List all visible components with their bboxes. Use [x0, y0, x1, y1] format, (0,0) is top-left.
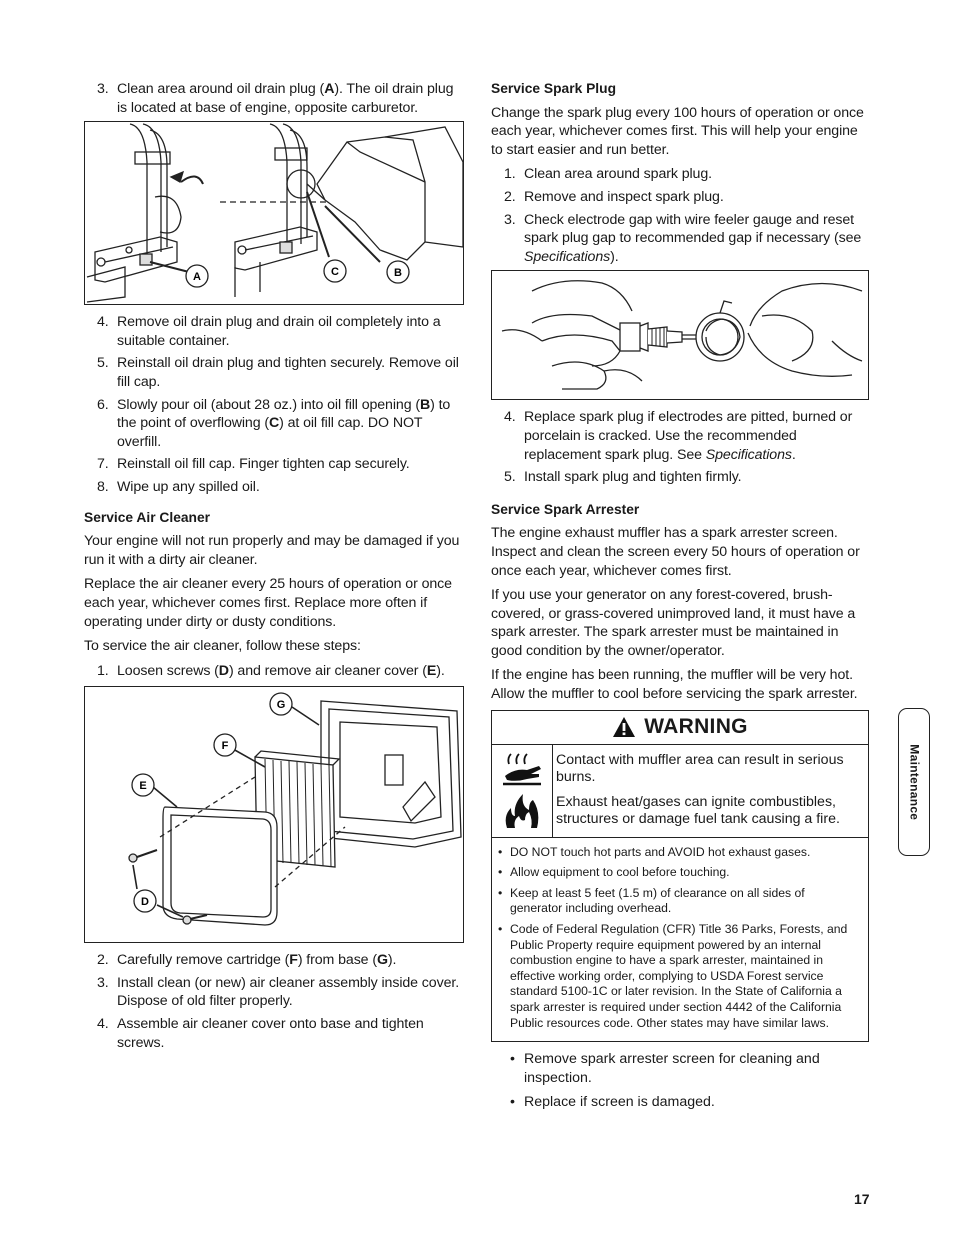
fire-icon [501, 790, 543, 830]
list-item: 5. Reinstall oil drain plug and tighten securely. Remove oil fill cap. [97, 355, 459, 390]
spark-plug-steps-2 [491, 408, 869, 486]
list-item: 2. Remove and inspect spark plug. [504, 188, 724, 205]
label-f [214, 734, 236, 756]
oil-steps [84, 313, 464, 496]
warning-box [491, 710, 869, 1043]
air-cleaner-figure [84, 686, 464, 943]
air-cleaner-heading: Service Air Cleaner [84, 509, 211, 525]
warning-title: WARNING [644, 714, 748, 738]
list-item: 4. Assemble air cleaner cover onto base and tighten screws. [97, 1016, 424, 1051]
label-b [387, 261, 409, 283]
label-d [134, 890, 156, 912]
list-item: 6. Slowly pour oil (about 28 oz.) into oil fill opening (B) to the point of overflowing (C) at oil fill cap. DO NOT overfill. [97, 396, 451, 450]
svg-text:A: A [193, 271, 201, 284]
air-cleaner-paragraph-3: To service the air cleaner, follow these steps: [84, 638, 361, 655]
oil-drain-figure [84, 121, 464, 305]
list-item: 4. Replace spark plug if electrodes are pitted, burned or porcelain is cracked. Use the recommended replacement spark plug. See Specifications. [504, 409, 853, 463]
air-cleaner-paragraph-1: Your engine will not run properly and may be damaged if you run it with a dirty air cleaner. [84, 533, 460, 568]
list-item: • DO NOT touch hot parts and AVOID hot exhaust gases. [496, 845, 860, 861]
svg-text:F: F [221, 740, 229, 753]
spark-arrester-heading: Service Spark Arrester [491, 501, 640, 517]
list-item: 3. Clean area around oil drain plug (A). The oil drain plug is located at base of engine, opposite carburetor. [97, 81, 454, 116]
warning-text-fire: Exhaust heat/gases can ignite combustibles, structures or damage fuel tank causing a fire. [556, 793, 840, 827]
warning-bullet-list [492, 838, 868, 1042]
label-c [324, 260, 346, 282]
list-item: 8. Wipe up any spilled oil. [97, 478, 260, 495]
hot-surface-icon [501, 752, 543, 788]
list-item: • Remove spark arrester screen for cleaning and inspection. [491, 1050, 869, 1087]
spark-arrester-paragraph-3: If the engine has been running, the muffler will be very hot. Allow the muffler to cool before servicing the spark arrester. [491, 667, 858, 703]
list-item: 3. Install clean (or new) air cleaner assembly inside cover. Dispose of old filter properly. [97, 974, 460, 1010]
spark-plug-paragraph: Change the spark plug every 100 hours of operation or once each year, whichever comes first. This will help your engine to start easier and run better. [491, 104, 864, 158]
spark-arrester-paragraph-2: If you use your generator on any forest-covered, brush-covered, or grass-covered unimproved land, it must have a spark arrester. The spark arrester must be maintained in good condition by the owner/operator. [491, 587, 856, 659]
warning-hazard-text [553, 745, 868, 837]
section-tab-label: Maintenance [907, 744, 922, 820]
list-item: 5. Install spark plug and tighten firmly. [504, 469, 742, 486]
arrester-bullet-list [491, 1050, 869, 1112]
list-item: 7. Reinstall oil fill cap. Finger tighten cap securely. [97, 456, 410, 473]
list-item: 1. Loosen screws (D) and remove air cleaner cover (E). [97, 662, 445, 679]
svg-text:G: G [276, 699, 286, 712]
spark-plug-illustration [492, 271, 868, 399]
oil-step-3 [84, 80, 464, 117]
list-item: • Allow equipment to cool before touching. [496, 865, 860, 881]
label-a [186, 265, 208, 287]
spark-plug-figure [491, 270, 869, 400]
left-column [84, 80, 464, 1056]
list-item: 1. Clean area around spark plug. [504, 166, 712, 183]
right-column [491, 80, 869, 1118]
list-item: 4. Remove oil drain plug and drain oil completely into a suitable container. [97, 314, 441, 349]
warning-icon-column [492, 745, 553, 837]
warning-header [492, 711, 868, 745]
list-item: • Replace if screen is damaged. [491, 1093, 869, 1112]
warning-text-burns: Contact with muffler area can result in serious burns. [556, 751, 844, 785]
list-item: 3. Check electrode gap with wire feeler gauge and reset spark plug gap to recommended gap if necessary (see Specifications). [504, 211, 862, 265]
svg-text:B: B [394, 267, 402, 280]
warning-hazards [492, 745, 868, 838]
oil-drain-illustration [85, 122, 463, 304]
air-step-1 [84, 662, 464, 681]
warning-triangle-icon [612, 716, 636, 738]
label-e [132, 774, 154, 796]
svg-text:D: D [141, 896, 149, 909]
svg-text:C: C [331, 266, 339, 279]
section-tab [898, 708, 930, 856]
air-cleaner-paragraph-2: Replace the air cleaner every 25 hours of operation or once each year, whichever comes first. Replace more often if operating under dirty or dusty conditions. [84, 576, 452, 630]
list-item: • Keep at least 5 feet (1.5 m) of clearance on all sides of generator including overhead. [496, 886, 860, 917]
list-item: • Code of Federal Regulation (CFR) Title 36 Parks, Forests, and Public Property require equipment powered by an internal combustion engine to have a spark arrester, maintained in effective working order, complying to USDA Forest service standard 5100-1C or later revision. In the State of California a spark arrester is required under section 4442 of the California Public resources code. Other states may have similar laws. [496, 922, 860, 1031]
label-g [270, 693, 292, 715]
spark-plug-steps [491, 165, 869, 266]
svg-text:E: E [139, 780, 147, 793]
air-steps [84, 951, 464, 1052]
spark-plug-heading: Service Spark Plug [491, 81, 617, 96]
air-cleaner-illustration [85, 687, 463, 942]
spark-arrester-paragraph-1: The engine exhaust muffler has a spark arrester screen. Inspect and clean the screen every 50 hours of operation or once each year, whichever comes first. [491, 525, 860, 579]
page-number: 17 [854, 1191, 870, 1207]
list-item: 2. Carefully remove cartridge (F) from base (G). [97, 952, 397, 969]
